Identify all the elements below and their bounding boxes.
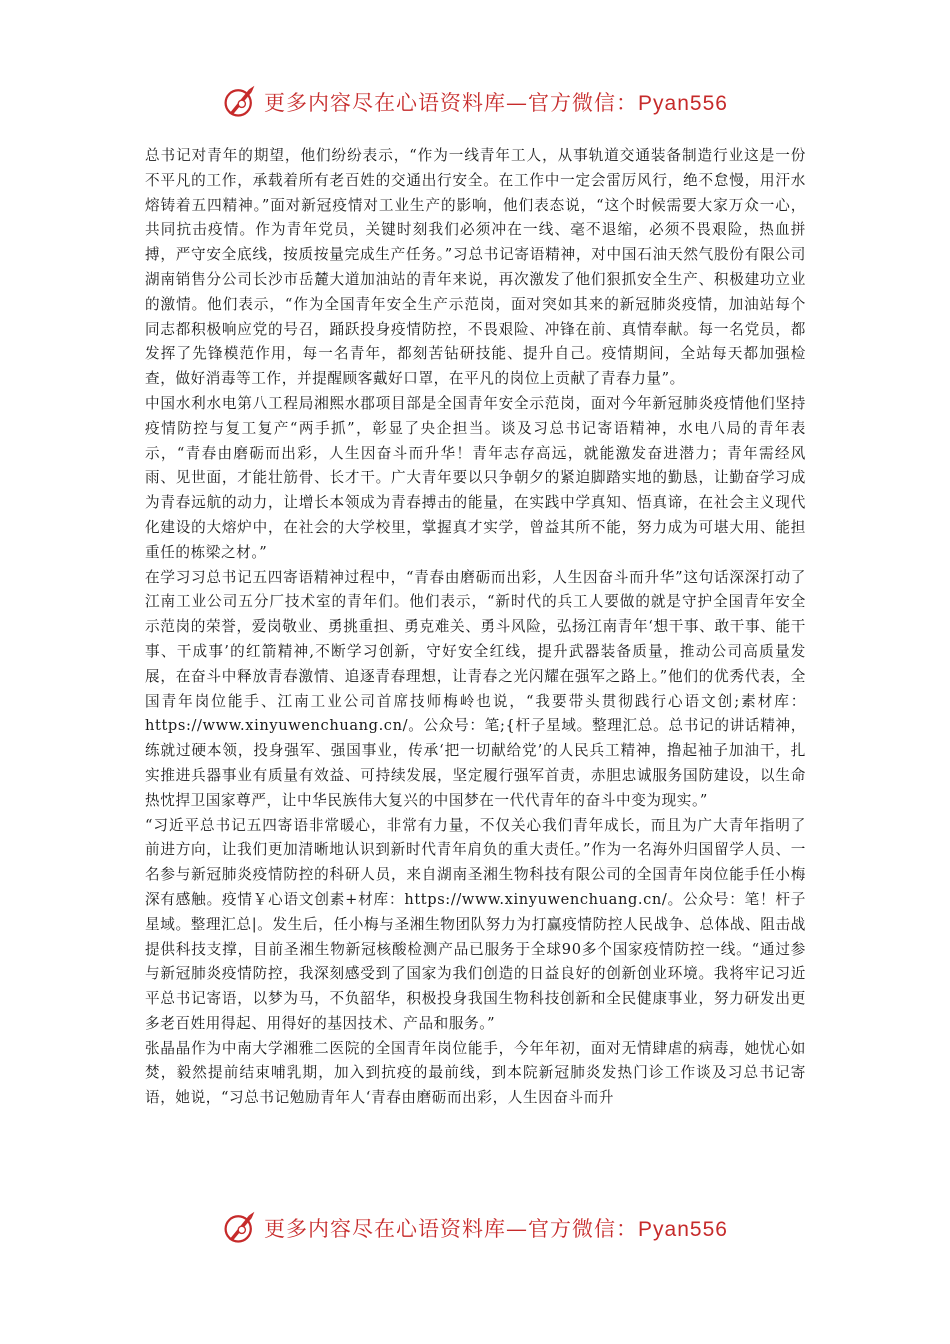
- paragraph: 总书记对青年的期望，他们纷纷表示，“作为一线青年工人，从事轨道交通装备制造行业这是一份不平凡的工作，承载着所有老百姓的交通出行安全。在工作中一定会雷厉风行，绝不怠慢，用汗水熔铸着五四精神。”面对新冠疫情对工业生产的影响，他们表态说，“这个时候需要大家万众一心，共同抗击疫情。作为青年党员，关键时刻我们必须冲在一线、毫不退缩，必须不畏艰险，热血拼搏，严守安全底线，按质按量完成生产任务。”习总书记寄语精神，对中国石油天然气股份有限公司湖南销售分公司长沙市岳麓大道加油站的青年来说，再次激发了他们狠抓安全生产、积极建功立业的激情。他们表示，“作为全国青年安全生产示范岗，面对突如其来的新冠肺炎疫情，加油站每个同志都积极响应党的号召，踊跃投身疫情防控，不畏艰险、冲锋在前、真情奉献。每一名党员，都发挥了先锋模范作用，每一名青年，都刻苦钻研技能、提升自己。疫情期间，全站每天都加强检查，做好消毒等工作，并提醒顾客戴好口罩，在平凡的岗位上贡献了青春力量”。: [145, 147, 806, 388]
- paragraph: 张晶晶作为中南大学湘雅二医院的全国青年岗位能手，今年年初，面对无情肆虐的病毒，她忧心如焚，毅然提前结束哺乳期，加入到抗疫的最前线，到本院新冠肺炎发热门诊工作谈及习总书记寄语，她说，“习总书记勉励青年人‘青春由磨砺而出彩，人生因奋斗而升: [145, 1039, 806, 1107]
- paragraph: 在学习习总书记五四寄语精神过程中，“青春由磨砺而出彩，人生因奋斗而升华”这句话深深打动了江南工业公司五分厂技术室的青年们。他们表示，“新时代的兵工人要做的就是守护全国青年安全示范岗的荣誉，爱岗敬业、勇挑重担、勇克难关、勇斗风险，弘扬江南青年‘想干事、敢干事、能干事、干成事’的红箭精神,不断学习创新，守好安全红线，提升武器装备质量，推动公司高质量发展，在奋斗中释放青春激情、追逐青春理想，让青春之光闪耀在强军之路上。”他们的优秀代表，全国青年岗位能手、江南工业公司首席技师梅岭也说，“我要带头贯彻践行心语文创;素材库：https://www.xinyuwenchuang.cn/。公众号：笔;{杆子星域。整理汇总。总书记的讲话精神，练就过硬本领，投身强军、强国事业，传承‘把一切献给党’的人民兵工精神，撸起袖子加油干，扎实推进兵器事业有质量有效益、可持续发展，坚定履行强军首责，赤胆忠诚服务国防建设，以生命热忱捍卫国家尊严，让中华民族伟大复兴的中国梦在一代代青年的奋斗中变为现实。”: [145, 568, 806, 809]
- footer-banner: [0, 1208, 950, 1248]
- footer-banner-label: 更多内容尽在心语资料库—官方微信：: [264, 1217, 639, 1241]
- header-banner-text: [264, 87, 728, 117]
- red-quill-logo-icon: [222, 1210, 258, 1246]
- footer-banner-text: [264, 1213, 728, 1243]
- red-quill-logo-icon: [222, 84, 258, 120]
- paragraph: 中国水利水电第八工程局湘熙水郡项目部是全国青年安全示范岗，面对今年新冠肺炎疫情他们坚持疫情防控与复工复产“两手抓”，彰显了央企担当。谈及习总书记寄语精神，水电八局的青年表示，“青春由磨砺而出彩，人生因奋斗而升华！青年志存高远，就能激发奋进潜力；青年需经风雨、见世面，才能壮筋骨、长才干。广大青年要以只争朝夕的紧迫脚踏实地的勤恳，让勤奋学习成为青春远航的动力，让增长本领成为青春搏击的能量，在实践中学真知、悟真谛，在社会主义现代化建设的大熔炉中，在社会的大学校里，掌握真才实学，曾益其所不能，努力成为可堪大用、能担重任的栋梁之材。”: [145, 394, 806, 561]
- paragraph: “习近平总书记五四寄语非常暖心，非常有力量，不仅关心我们青年成长，而且为广大青年指明了前进方向，让我们更加清晰地认识到新时代青年肩负的重大责任。”作为一名海外归国留学人员、一名参与新冠肺炎疫情防控的科研人员，来自湖南圣湘生物科技有限公司的全国青年岗位能手任小梅深有感触。疫情￥心语文创素+材库：https://www.xinyuwenchuang.cn/。公众号：笔！杆子星域。整理汇总|。发生后，任小梅与圣湘生物团队努力为打赢疫情防控人民战争、总体战、阻击战提供科技支撑，目前圣湘生物新冠核酸检测产品已服务于全球90多个国家疫情防控一线。“通过参与新冠肺炎疫情防控，我深刻感受到了国家为我们创造的日益良好的创新创业环境。我将牢记习近平总书记寄语，以梦为马，不负韶华，积极投身我国生物科技创新和全民健康事业，努力研发出更多老百姓用得起、用得好的基因技术、产品和服务。”: [145, 816, 806, 1032]
- document-body: [145, 144, 806, 1111]
- header-wechat-id: Pyan556: [638, 92, 728, 115]
- footer-wechat-id: Pyan556: [638, 1218, 728, 1241]
- header-banner-label: 更多内容尽在心语资料库—官方微信：: [264, 91, 639, 115]
- header-banner: [0, 82, 950, 122]
